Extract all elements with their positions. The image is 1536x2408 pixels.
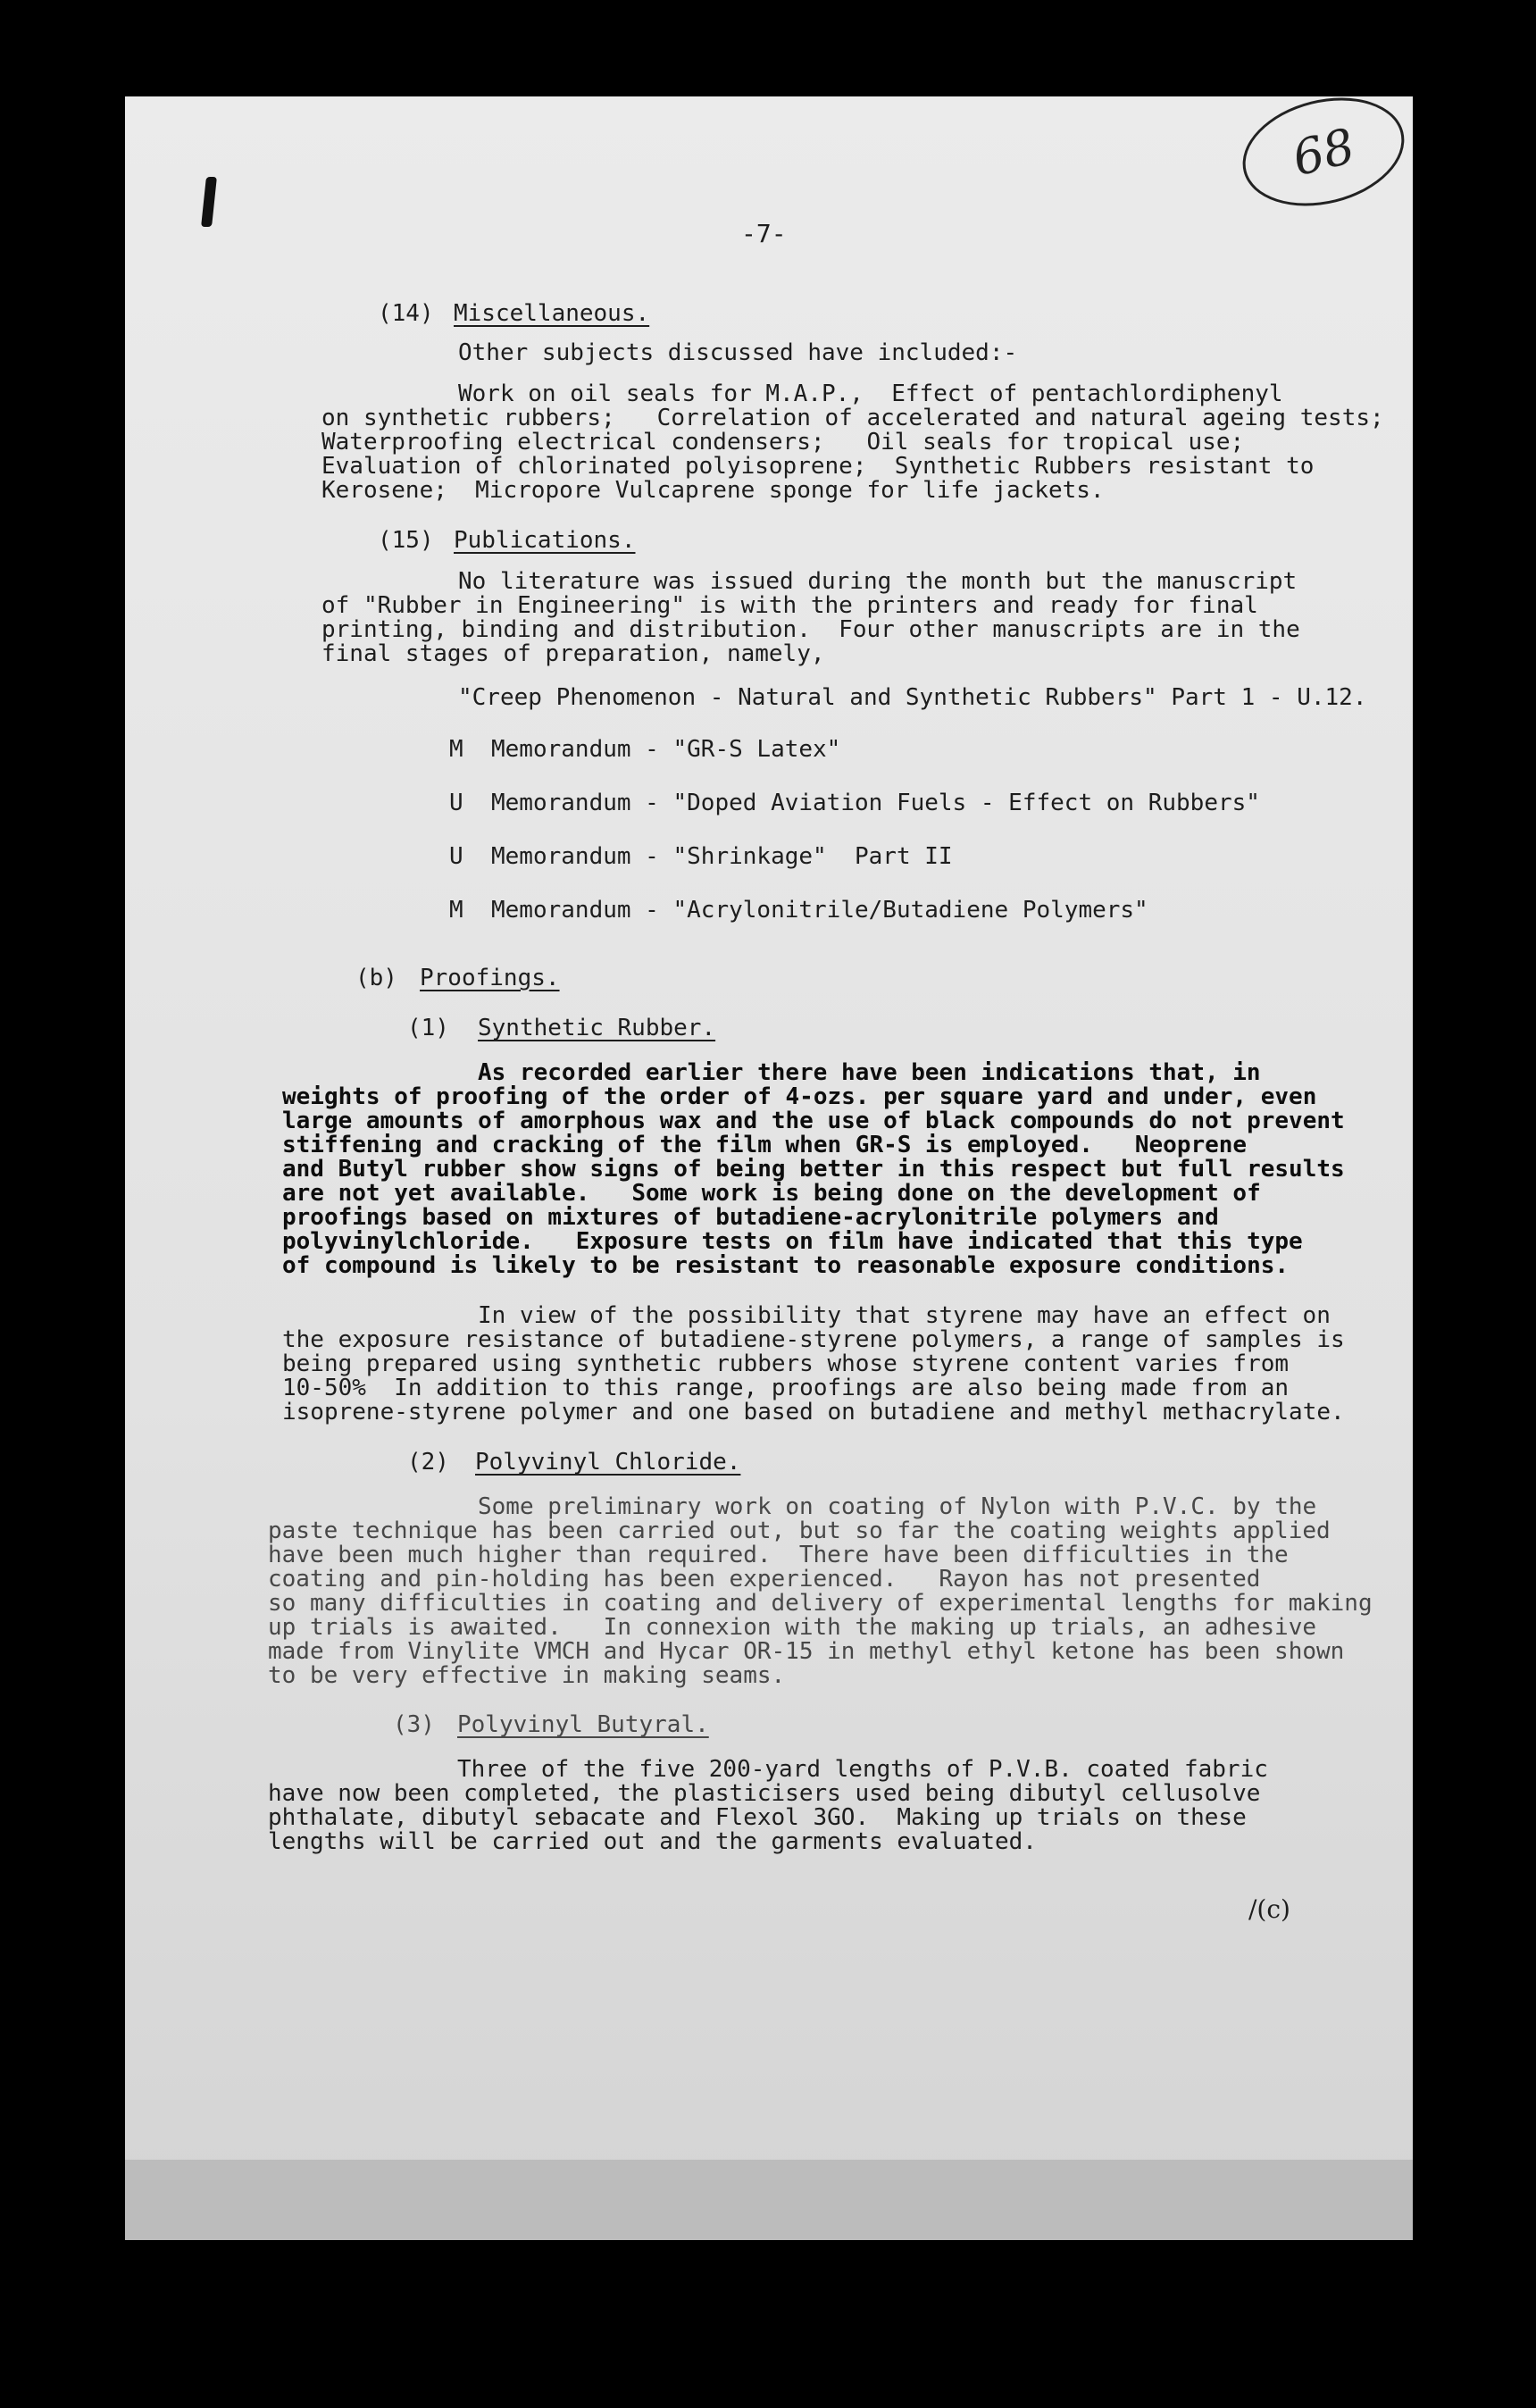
paragraph-line: 10-50% In addition to this range, proofings are also being made from an: [282, 1375, 1290, 1401]
paragraph-line: large amounts of amorphous wax and the use of black compounds do not prevent: [282, 1108, 1345, 1134]
paragraph-line: coating and pin-holding has been experienced. Rayon has not presented: [268, 1566, 1261, 1593]
paragraph-line: on synthetic rubbers; Correlation of accelerated and natural ageing tests;: [321, 405, 1384, 431]
section-heading-synthetic-rubber: Synthetic Rubber.: [478, 1015, 716, 1041]
paragraph-line: Some preliminary work on coating of Nylon with P.V.C. by the: [478, 1493, 1317, 1520]
section-heading-miscellaneous: Miscellaneous.: [454, 300, 650, 327]
paragraph-line: In view of the possibility that styrene may have an effect on: [478, 1302, 1331, 1329]
misc-intro: Other subjects discussed have included:-: [458, 339, 1018, 366]
section-heading-publications: Publications.: [454, 527, 636, 554]
paragraph-line: paste technique has been carried out, but so far the coating weights applied: [268, 1518, 1331, 1544]
page-number: -7-: [741, 219, 787, 248]
paragraph-line: made from Vinylite VMCH and Hycar OR-15 in methyl ethyl ketone has been shown: [268, 1638, 1345, 1665]
section-number: (1): [407, 1015, 449, 1041]
memo-title: Memorandum - "Acrylonitrile/Butadiene Polymers": [491, 897, 1148, 924]
memo-code: M: [449, 736, 463, 763]
subsection-label: (b): [355, 965, 397, 991]
section-heading-polyvinyl-butyral: Polyvinyl Butyral.: [457, 1711, 709, 1738]
paragraph-line: Three of the five 200-yard lengths of P.V.B. coated fabric: [457, 1756, 1268, 1783]
paragraph-line: proofings based on mixtures of butadiene-acrylonitrile polymers and: [282, 1204, 1219, 1231]
scan-bottom-band: [125, 2160, 1413, 2240]
paragraph-line: Work on oil seals for M.A.P., Effect of pentachlordiphenyl: [458, 380, 1283, 407]
paragraph-line: have been much higher than required. There have been difficulties in the: [268, 1542, 1289, 1568]
paragraph-line: As recorded earlier there have been indications that, in: [478, 1059, 1261, 1086]
paragraph-line: of compound is likely to be resistant to reasonable exposure conditions.: [282, 1252, 1290, 1279]
section-heading-proofings: Proofings.: [420, 965, 560, 991]
section-number: (14): [378, 300, 434, 327]
paragraph-line: have now been completed, the plasticisers used being dibutyl cellusolve: [268, 1780, 1261, 1807]
reference-number-stamp: [1231, 81, 1416, 222]
ink-mark: [201, 177, 217, 227]
creep-manuscript: "Creep Phenomenon - Natural and Synthetic Rubbers" Part 1 - U.12.: [458, 684, 1367, 711]
paragraph-line: weights of proofing of the order of 4-ozs. per square yard and under, even: [282, 1083, 1317, 1110]
memo-code: U: [449, 790, 463, 816]
paragraph-line: are not yet available. Some work is being done on the development of: [282, 1180, 1261, 1207]
section-heading-polyvinyl-chloride: Polyvinyl Chloride.: [475, 1449, 741, 1476]
paragraph-line: the exposure resistance of butadiene-styrene polymers, a range of samples is: [282, 1326, 1345, 1353]
paragraph-line: stiffening and cracking of the film when GR-S is employed. Neoprene: [282, 1132, 1248, 1158]
memo-title: Memorandum - "GR-S Latex": [491, 736, 841, 763]
paragraph-line: up trials is awaited. In connexion with the making up trials, an adhesive: [268, 1614, 1316, 1641]
document-page: [125, 96, 1413, 2240]
paragraph-line: to be very effective in making seams.: [268, 1662, 786, 1689]
memo-title: Memorandum - "Shrinkage" Part II: [491, 843, 953, 870]
reference-number: 68: [1287, 117, 1360, 187]
paragraph-line: isoprene-styrene polymer and one based on butadiene and methyl methacrylate.: [282, 1399, 1345, 1426]
section-number: (15): [378, 527, 434, 554]
paragraph-line: and Butyl rubber show signs of being better in this respect but full results: [282, 1156, 1345, 1183]
paragraph-line: of "Rubber in Engineering" is with the printers and ready for final: [321, 592, 1258, 619]
paragraph-line: No literature was issued during the month but the manuscript: [458, 568, 1298, 595]
paragraph-line: final stages of preparation, namely,: [321, 640, 825, 667]
section-number: (2): [407, 1449, 449, 1476]
paragraph-line: phthalate, dibutyl sebacate and Flexol 3GO. Making up trials on these: [268, 1804, 1247, 1831]
memo-code: U: [449, 843, 463, 870]
memo-title: Memorandum - "Doped Aviation Fuels - Effect on Rubbers": [491, 790, 1260, 816]
paragraph-line: being prepared using synthetic rubbers whose styrene content varies from: [282, 1350, 1290, 1377]
continuation-mark: /(c): [1248, 1894, 1290, 1924]
paragraph-line: lengths will be carried out and the garments evaluated.: [268, 1828, 1037, 1855]
paragraph-line: Kerosene; Micropore Vulcaprene sponge for life jackets.: [321, 477, 1105, 504]
paragraph-line: so many difficulties in coating and delivery of experimental lengths for making: [268, 1590, 1373, 1617]
paragraph-line: Waterproofing electrical condensers; Oil seals for tropical use;: [321, 429, 1245, 456]
memo-code: M: [449, 897, 463, 924]
paragraph-line: Evaluation of chlorinated polyisoprene; Synthetic Rubbers resistant to: [321, 453, 1315, 480]
section-number: (3): [393, 1711, 435, 1738]
paragraph-line: printing, binding and distribution. Four other manuscripts are in the: [321, 616, 1300, 643]
paragraph-line: polyvinylchloride. Exposure tests on film have indicated that this type: [282, 1228, 1303, 1255]
